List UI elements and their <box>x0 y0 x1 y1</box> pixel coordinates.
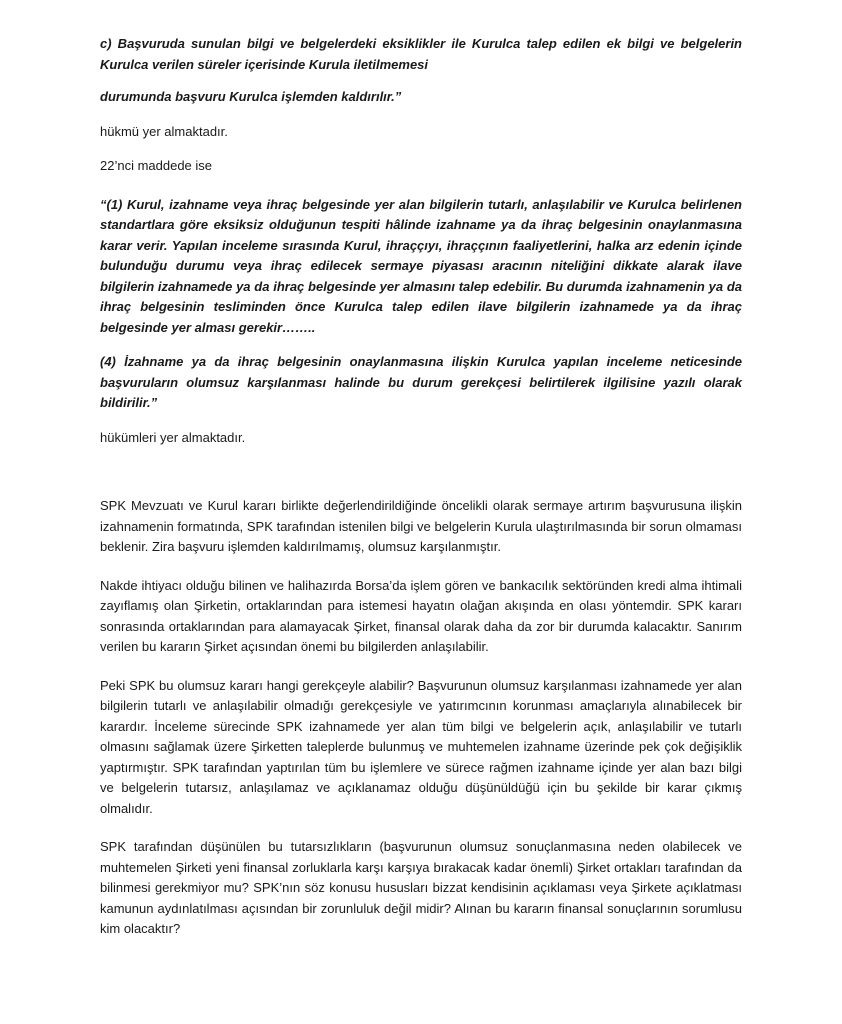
body-paragraph-3: Peki SPK bu olumsuz kararı hangi gerekçeyle alabilir? Başvurunun olumsuz karşılanması izahnamede yer alan bilgilerin tutarlı ve anlaşılabilir olmadığı gerekçesiyle ve yatırımcının korunması amaçlarıyla alınabilecek bir karardır. İnceleme sürecinde SPK izahnamede yer alan tüm bilgi ve belgelerin açık, anlaşılabilir ve tutarlı olmasını sağlamak üzere Şirketten taleplerde bulunmuş ve muhtemelen izahname üzerinde pek çok değişiklik yaptırmıştır. SPK tarafından yaptırılan tüm bu işlemlere ve sürece rağmen izahname içinde yer alan bazı bilgi ve belgelerin tutarsız, anlaşılamaz ve açıklanamaz olduğu düşünüldüğü için bu şekilde bir karar çıkmış olmalıdır. <box>100 677 742 816</box>
quote-article-22-para-1: “(1) Kurul, izahname veya ihraç belgesinde yer alan bilgilerin tutarlı, anlaşılabilir ve Kurulca belirlenen standartlara göre eksiksiz olduğunun tespiti hâlinde izahname ya da ihraç belgesinin onaylanmasına karar verir. Yapılan inceleme sırasında Kurul, ihraççıyı, ihraççının faaliyetlerini, halka arz edenin içinde bulunduğu durumu veya ihraç edilecek sermaye piyasası aracının niteliğini dikkate alarak ilave bilgilerin izahnamede ya da ihraç belgesinde yer almasını talep edebilir. Bu durumda izahnamenin ya da ihraç belgesinin tesliminden önce Kurulca talep edilen ilave bilgilerin izahnamede ya da ihraç belgesinde yer alması gerekir…….. <box>100 196 742 335</box>
document-page <box>100 34 742 940</box>
quote-article-22-para-4: (4) İzahname ya da ihraç belgesinin onaylanmasına ilişkin Kurulca yapılan inceleme neticesinde başvuruların olumsuz karşılanması halinde bu durum gerekçesi belirtilerek ilgilisine yazılı olarak bildirilir.” <box>100 354 742 410</box>
hukumleri-text: hükümleri yer almaktadır. <box>100 429 246 445</box>
quote-clause-c-continuation: durumunda başvuru Kurulca işlemden kaldırılır.” <box>100 89 402 104</box>
body-paragraph-2: Nakde ihtiyacı olduğu bilinen ve halihazırda Borsa’da işlem gören ve bankacılık sektöründen kredi alma ihtimali zayıflamış olan Şirketin, ortaklarından para istemesi hayatın olağan akışında en olası yöntemdir. SPK kararı sonrasında ortaklarından para alamayacak Şirket, finansal olarak daha da zor bir durumda kalacaktır. Sanırım verilen bu kararın Şirket açısından önemi bu bilgilerden anlaşılabilir. <box>100 577 742 654</box>
quote-clause-c: c) Başvuruda sunulan bilgi ve belgelerdeki eksiklikler ile Kurulca talep edilen ek bilgi ve belgelerin Kurulca verilen süreler içerisinde Kurula iletilmemesi <box>100 36 742 72</box>
madde-22-intro: 22’nci maddede ise <box>100 158 213 173</box>
body-paragraph-1: SPK Mevzuatı ve Kurul kararı birlikte değerlendirildiğinde öncelikli olarak sermaye artırım başvurusuna ilişkin izahnamenin formatında, SPK tarafından istenilen bilgi ve belgelerin Kurula ulaştırılmasında bir sorun olmaması beklenir. Zira başvuru işlemden kaldırılmamış, olumsuz karşılanmıştır. <box>100 498 742 554</box>
body-paragraph-4: SPK tarafından düşünülen bu tutarsızlıkların (başvurunun olumsuz sonuçlanmasına neden olabilecek ve muhtemelen Şirketi yeni finansal zorluklarla karşı karşıya bırakacak kadar önemli) Şirket ortakları tarafından da bilinmesi gerekmiyor mu? SPK’nın söz konusu hususları bizzat kendisinin açıklaması veya Şirkete açıklatması kamunun aydınlatılması açısından bir zorunluluk değil midir? Alınan bu kararın finansal sonuçlarının sorumlusu kim olacaktır? <box>100 839 742 936</box>
hukmu-text: hükmü yer almaktadır. <box>100 123 228 139</box>
